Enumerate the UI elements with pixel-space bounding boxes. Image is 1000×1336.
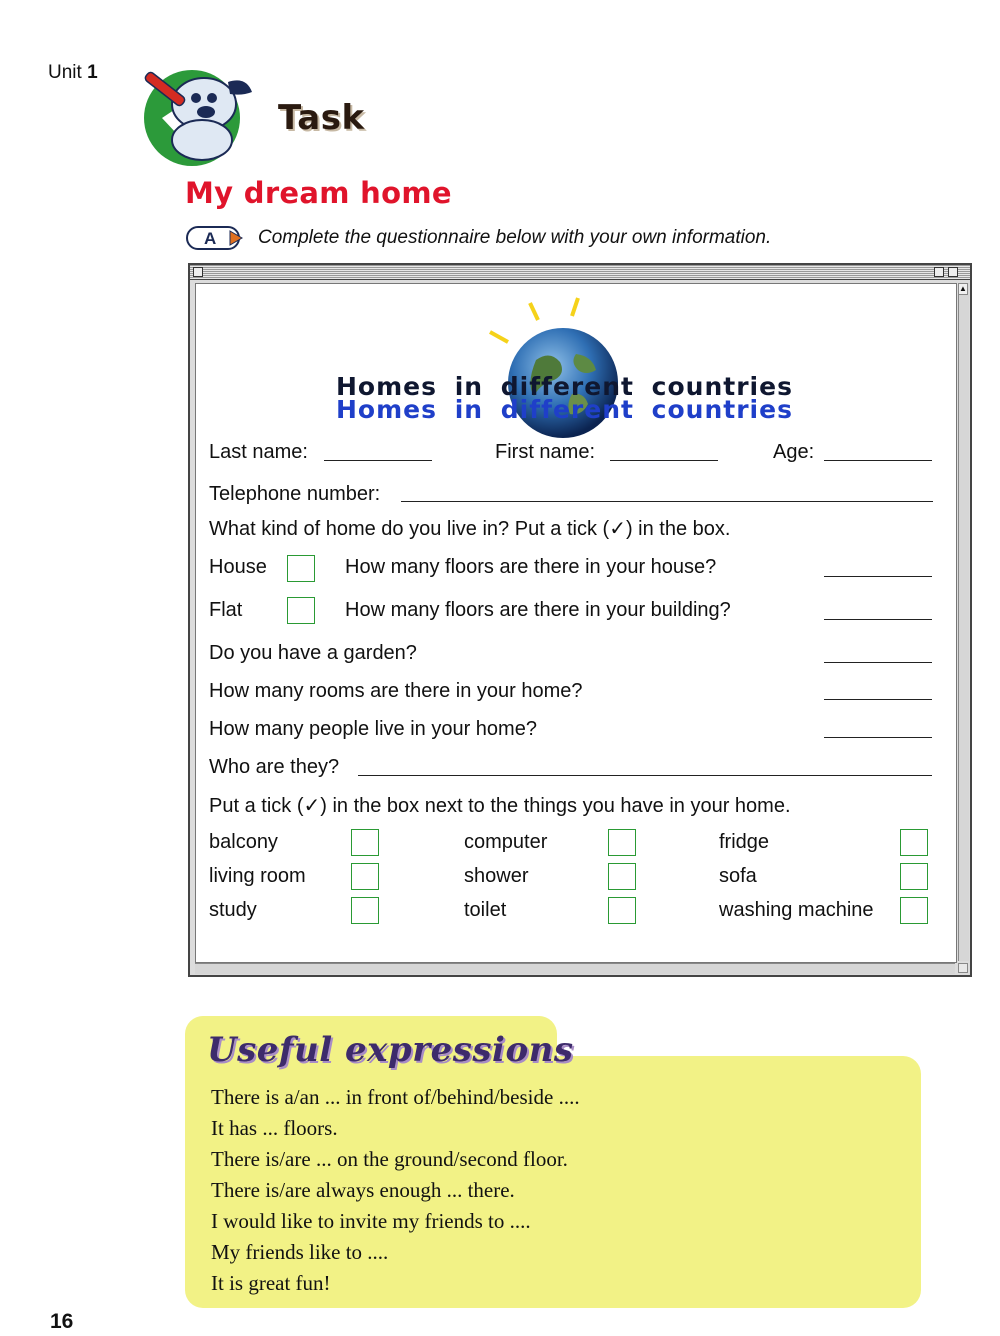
last-name-label: Last name:: [209, 441, 308, 463]
window-zoom-box-icon[interactable]: [934, 267, 944, 277]
expression-line: My friends like to ....: [211, 1240, 389, 1264]
expression-line: I would like to invite my friends to ....: [211, 1209, 531, 1233]
item-study-label: study: [209, 899, 257, 921]
fridge-checkbox[interactable]: [900, 829, 928, 856]
expression-line: There is a/an ... in front of/behind/beside ....: [211, 1085, 580, 1109]
living-room-checkbox[interactable]: [351, 863, 379, 890]
item-fridge-label: fridge: [719, 831, 770, 853]
item-computer-label: computer: [464, 831, 548, 853]
expression-line: It is great fun!: [211, 1271, 331, 1295]
shower-checkbox[interactable]: [608, 863, 636, 890]
last-name-field[interactable]: [324, 460, 432, 461]
telephone-label: Telephone number:: [209, 483, 381, 505]
section-title: My dream home: [185, 176, 452, 210]
home-kind-question: What kind of home do you live in? Put a tick (✓) in the box.: [209, 518, 731, 540]
house-floors-question: How many floors are there in your house?: [345, 556, 717, 578]
flat-floors-question: How many floors are there in your building?: [345, 599, 731, 621]
age-label: Age:: [773, 441, 815, 463]
telephone-field[interactable]: [401, 501, 933, 502]
first-name-label: First name:: [495, 441, 596, 463]
things-instruction: Put a tick (✓) in the box next to the things you have in your home.: [209, 795, 791, 817]
washing-machine-checkbox[interactable]: [900, 897, 928, 924]
scroll-up-arrow-icon[interactable]: ▲: [959, 284, 967, 293]
house-label: House: [209, 556, 267, 578]
toilet-checkbox[interactable]: [608, 897, 636, 924]
instruction-text: Complete the questionnaire below with your own information.: [258, 227, 772, 248]
balcony-checkbox[interactable]: [351, 829, 379, 856]
dog-mascot-icon: [140, 62, 266, 168]
page-number: 16: [50, 1310, 74, 1333]
people-field[interactable]: [824, 737, 932, 738]
house-floors-field[interactable]: [824, 576, 932, 577]
expression-line: There is/are always enough ... there.: [211, 1178, 515, 1202]
flat-checkbox[interactable]: [287, 597, 315, 624]
item-living-room-label: living room: [209, 865, 306, 887]
garden-field[interactable]: [824, 662, 932, 663]
flat-label: Flat: [209, 599, 243, 621]
study-checkbox[interactable]: [351, 897, 379, 924]
unit-number: 1: [87, 62, 98, 83]
flat-floors-field[interactable]: [824, 619, 932, 620]
computer-checkbox[interactable]: [608, 829, 636, 856]
expression-line: It has ... floors.: [211, 1116, 338, 1140]
item-shower-label: shower: [464, 865, 529, 887]
rooms-field[interactable]: [824, 699, 932, 700]
questionnaire-title: Homes in different countries: [336, 372, 793, 401]
who-question: Who are they?: [209, 756, 340, 778]
questionnaire-title-shadow: Homes in different countries: [336, 395, 793, 424]
sofa-checkbox[interactable]: [900, 863, 928, 890]
age-field[interactable]: [824, 460, 932, 461]
vertical-scrollbar[interactable]: [958, 283, 969, 961]
item-balcony-label: balcony: [209, 831, 278, 853]
unit-text: Unit: [48, 62, 82, 83]
item-washing-machine-label: washing machine: [719, 899, 874, 921]
people-question: How many people live in your home?: [209, 718, 537, 740]
item-sofa-label: sofa: [719, 865, 757, 887]
window-close-box-icon[interactable]: [193, 267, 203, 277]
horizontal-scrollbar[interactable]: [195, 963, 955, 974]
window-title-bar[interactable]: [190, 265, 970, 280]
rooms-question: How many rooms are there in your home?: [209, 680, 583, 702]
task-heading: Task: [278, 98, 365, 138]
house-checkbox[interactable]: [287, 555, 315, 582]
useful-expressions-title: Useful expressions: [207, 1030, 574, 1070]
unit-label: [48, 62, 98, 84]
item-toilet-label: toilet: [464, 899, 507, 921]
who-field[interactable]: [358, 775, 932, 776]
window-resize-handle-icon[interactable]: [958, 963, 968, 973]
window-collapse-box-icon[interactable]: [948, 267, 958, 277]
exercise-a-badge: [186, 226, 246, 250]
garden-question: Do you have a garden?: [209, 642, 417, 664]
first-name-field[interactable]: [610, 460, 718, 461]
badge-letter: A: [204, 229, 217, 248]
expression-line: There is/are ... on the ground/second floor.: [211, 1147, 568, 1171]
